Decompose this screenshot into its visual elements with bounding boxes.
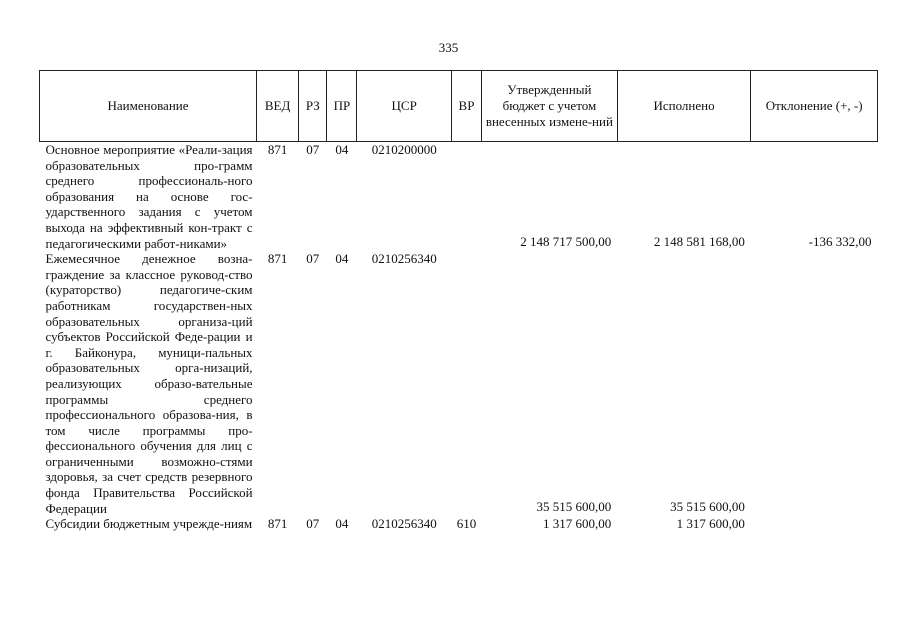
row-ved: 871 bbox=[267, 516, 288, 532]
table-header bbox=[40, 71, 878, 142]
table-row bbox=[40, 516, 878, 534]
header-ved: ВЕД bbox=[257, 71, 299, 142]
row-csr: 0210200000 bbox=[371, 142, 437, 157]
row-rz: 07 bbox=[306, 516, 320, 532]
budget-table bbox=[39, 70, 878, 534]
row-csr: 0210256340 bbox=[371, 251, 437, 267]
row-ved: 871 bbox=[267, 251, 288, 267]
row-executed: 1 317 600,00 bbox=[676, 516, 745, 532]
row-name: Основное мероприятие «Реали-зация образовательных про-грамм среднего профессиональ-ного образования на основе гос-ударственного задания с учетом выхода на эффективный кон-тракт с педагогическими работ-никами» bbox=[45, 142, 253, 251]
row-name: Субсидии бюджетным учрежде-ниям bbox=[45, 516, 253, 532]
row-csr: 0210256340 bbox=[371, 516, 437, 532]
header-pr: ПР bbox=[327, 71, 357, 142]
row-rz: 07 bbox=[306, 251, 320, 267]
header-rz: РЗ bbox=[299, 71, 327, 142]
row-vr: 610 bbox=[456, 516, 477, 532]
row-approved: 35 515 600,00 bbox=[536, 498, 612, 514]
header-csr: ЦСР bbox=[357, 71, 451, 142]
row-deviation bbox=[751, 516, 878, 534]
row-ved: 871 bbox=[267, 142, 288, 157]
header-vr: ВР bbox=[451, 71, 481, 142]
header-name: Наименование bbox=[40, 71, 257, 142]
header-approved: Утвержденный бюджет с учетом внесенных измене-ний bbox=[482, 71, 618, 142]
header-executed: Исполнено bbox=[617, 71, 751, 142]
row-deviation: -136 332,00 bbox=[808, 233, 872, 249]
row-rz: 07 bbox=[306, 142, 320, 157]
row-approved: 1 317 600,00 bbox=[542, 516, 612, 532]
row-name: Ежемесячное денежное возна-граждение за классное руковод-ство (кураторство) педагогиче-ским работникам государствен-ных образовательных организа-ций субъектов Российской Феде-рации и г. Байконура, муници-пальных образовательных орга-низаций, реализующих образо-вательные программы среднего профессионального образова-ния, в том числе программы про-фессионального обучения для лиц с ограниченными возможно-стями здоровья, за счет средств резервного фонда Правительства Российской Федерации bbox=[45, 251, 253, 516]
row-pr: 04 bbox=[335, 142, 349, 157]
row-deviation bbox=[751, 251, 878, 516]
row-executed: 2 148 581 168,00 bbox=[653, 233, 745, 249]
row-pr: 04 bbox=[335, 251, 349, 267]
table-row bbox=[40, 142, 878, 252]
row-approved: 2 148 717 500,00 bbox=[520, 233, 612, 249]
row-pr: 04 bbox=[335, 516, 349, 532]
header-deviation: Отклонение (+, -) bbox=[751, 71, 878, 142]
row-vr bbox=[451, 142, 481, 252]
row-executed: 35 515 600,00 bbox=[670, 498, 745, 514]
row-vr bbox=[451, 251, 481, 516]
page-number: 335 bbox=[438, 40, 459, 55]
table-row bbox=[40, 251, 878, 516]
